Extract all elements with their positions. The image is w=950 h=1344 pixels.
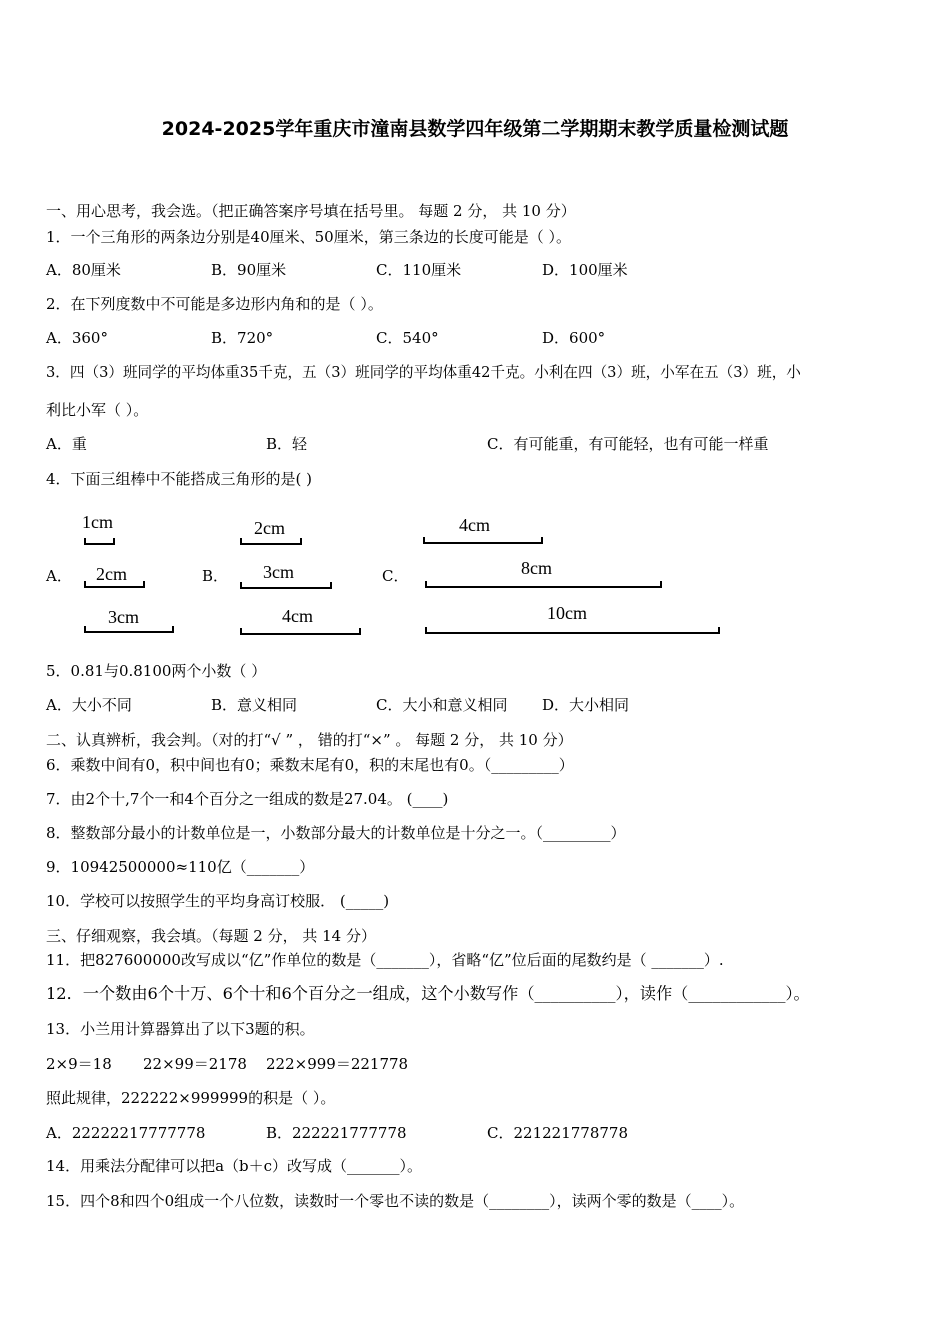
stick-c2-label: 8cm [521, 558, 552, 578]
q4-label-c: C． [382, 567, 409, 585]
question-4-stem: 4．下面三组棒中不能搭成三角形的是( ) [46, 470, 313, 488]
stick-b1 [240, 538, 302, 545]
q3-option-a: A．重 [46, 435, 87, 453]
stick-c1-label: 4cm [459, 515, 490, 535]
q3-option-c: C．有可能重，有可能轻，也有可能一样重 [487, 435, 769, 453]
q2-option-c: C．540° [376, 329, 439, 347]
stick-b1-label: 2cm [254, 518, 285, 538]
q2-option-b: B．720° [211, 329, 274, 347]
q5-option-c: C．大小和意义相同 [376, 696, 508, 714]
q1-option-c: C．110厘米 [376, 261, 462, 279]
question-8: 8．整数部分最小的计数单位是一，小数部分最大的计数单位是十分之一。（_________） [46, 824, 626, 842]
q2-option-d: D．600° [542, 329, 606, 347]
question-3-stem-line2: 利比小军（ ）。 [46, 401, 149, 419]
q2-option-a: A．360° [46, 329, 108, 347]
exam-title: 2024-2025学年重庆市潼南县数学四年级第二学期期末教学质量检测试题 [161, 118, 789, 140]
question-2-stem: 2．在下列度数中不可能是多边形内角和的是（ ）。 [46, 295, 383, 313]
q4-label-a: A． [46, 567, 72, 585]
q13-option-c: C．221221778778 [487, 1124, 628, 1142]
stick-c2 [425, 581, 662, 588]
question-13-prompt: 照此规律，222222×999999的积是（ ）。 [46, 1089, 336, 1107]
q1-option-d: D．100厘米 [542, 261, 628, 279]
section-1-header: 一、用心思考，我会选。（把正确答案序号填在括号里。 每题 2 分， 共 10 分） [46, 202, 576, 220]
q5-option-b: B．意义相同 [211, 696, 298, 714]
question-15: 15．四个8和四个0组成一个八位数，读数时一个零也不读的数是（________），读两个零的数是（____）。 [46, 1192, 745, 1210]
q13-option-a: A．22222217777778 [46, 1124, 206, 1142]
q3-option-b: B．轻 [266, 435, 308, 453]
stick-b3 [240, 628, 361, 635]
q4-label-b: B． [202, 567, 229, 585]
stick-a1 [84, 538, 115, 545]
stick-b2-label: 3cm [263, 562, 294, 582]
q5-option-a: A．大小不同 [46, 696, 132, 714]
question-13-stem: 13．小兰用计算器算出了以下3题的积。 [46, 1020, 315, 1038]
stick-b2 [240, 582, 332, 589]
stick-a2-label: 2cm [96, 564, 127, 584]
q1-option-b: B．90厘米 [211, 261, 287, 279]
stick-a2 [84, 581, 145, 588]
question-12: 12．一个数由6个十万、6个十和6个百分之一组成，这个小数写作（__________），读作（____________）。 [46, 984, 810, 1003]
stick-a3-label: 3cm [108, 607, 139, 627]
section-3-header: 三、仔细观察，我会填。（每题 2 分， 共 14 分） [46, 927, 376, 945]
q13-example-2: 22×99＝2178 [143, 1055, 247, 1073]
section-2-header: 二、认真辨析，我会判。（对的打“√ ” ， 错的打“×” 。 每题 2 分， 共 10 分） [46, 731, 573, 749]
q1-option-a: A．80厘米 [46, 261, 121, 279]
question-3-stem-line1: 3．四（3）班同学的平均体重35千克，五（3）班同学的平均体重42千克。小利在四（3）班，小军在五（3）班，小 [46, 364, 801, 381]
stick-b3-label: 4cm [282, 606, 313, 626]
question-14: 14．用乘法分配律可以把a（b＋c）改写成（_______）。 [46, 1157, 423, 1175]
question-7: 7．由2个十,7个一和4个百分之一组成的数是27.04。 (____) [46, 790, 449, 808]
q13-option-b: B．222221777778 [266, 1124, 407, 1142]
stick-c3 [425, 627, 720, 634]
question-1-stem: 1．一个三角形的两条边分别是40厘米、50厘米，第三条边的长度可能是（ ）。 [46, 228, 571, 246]
question-10: 10．学校可以按照学生的平均身高订校服． (_____) [46, 892, 390, 910]
q13-example-3: 222×999＝221778 [266, 1055, 409, 1073]
stick-c3-label: 10cm [547, 603, 587, 623]
stick-c1 [423, 537, 543, 544]
question-6: 6．乘数中间有0，积中间也有0；乘数末尾有0，积的末尾也有0。（_________） [46, 756, 574, 774]
stick-a1-label: 1cm [82, 512, 113, 532]
question-11: 11．把827600000改写成以“亿”作单位的数是（_______），省略“亿”位后面的尾数约是（ _______）. [46, 951, 724, 969]
q5-option-d: D．大小相同 [542, 696, 630, 714]
question-9: 9．10942500000≈110亿（_______） [46, 858, 315, 876]
question-5-stem: 5．0.81与0.8100两个小数（ ） [46, 662, 267, 680]
stick-a3 [84, 626, 174, 633]
q13-example-1: 2×9＝18 [46, 1055, 112, 1073]
